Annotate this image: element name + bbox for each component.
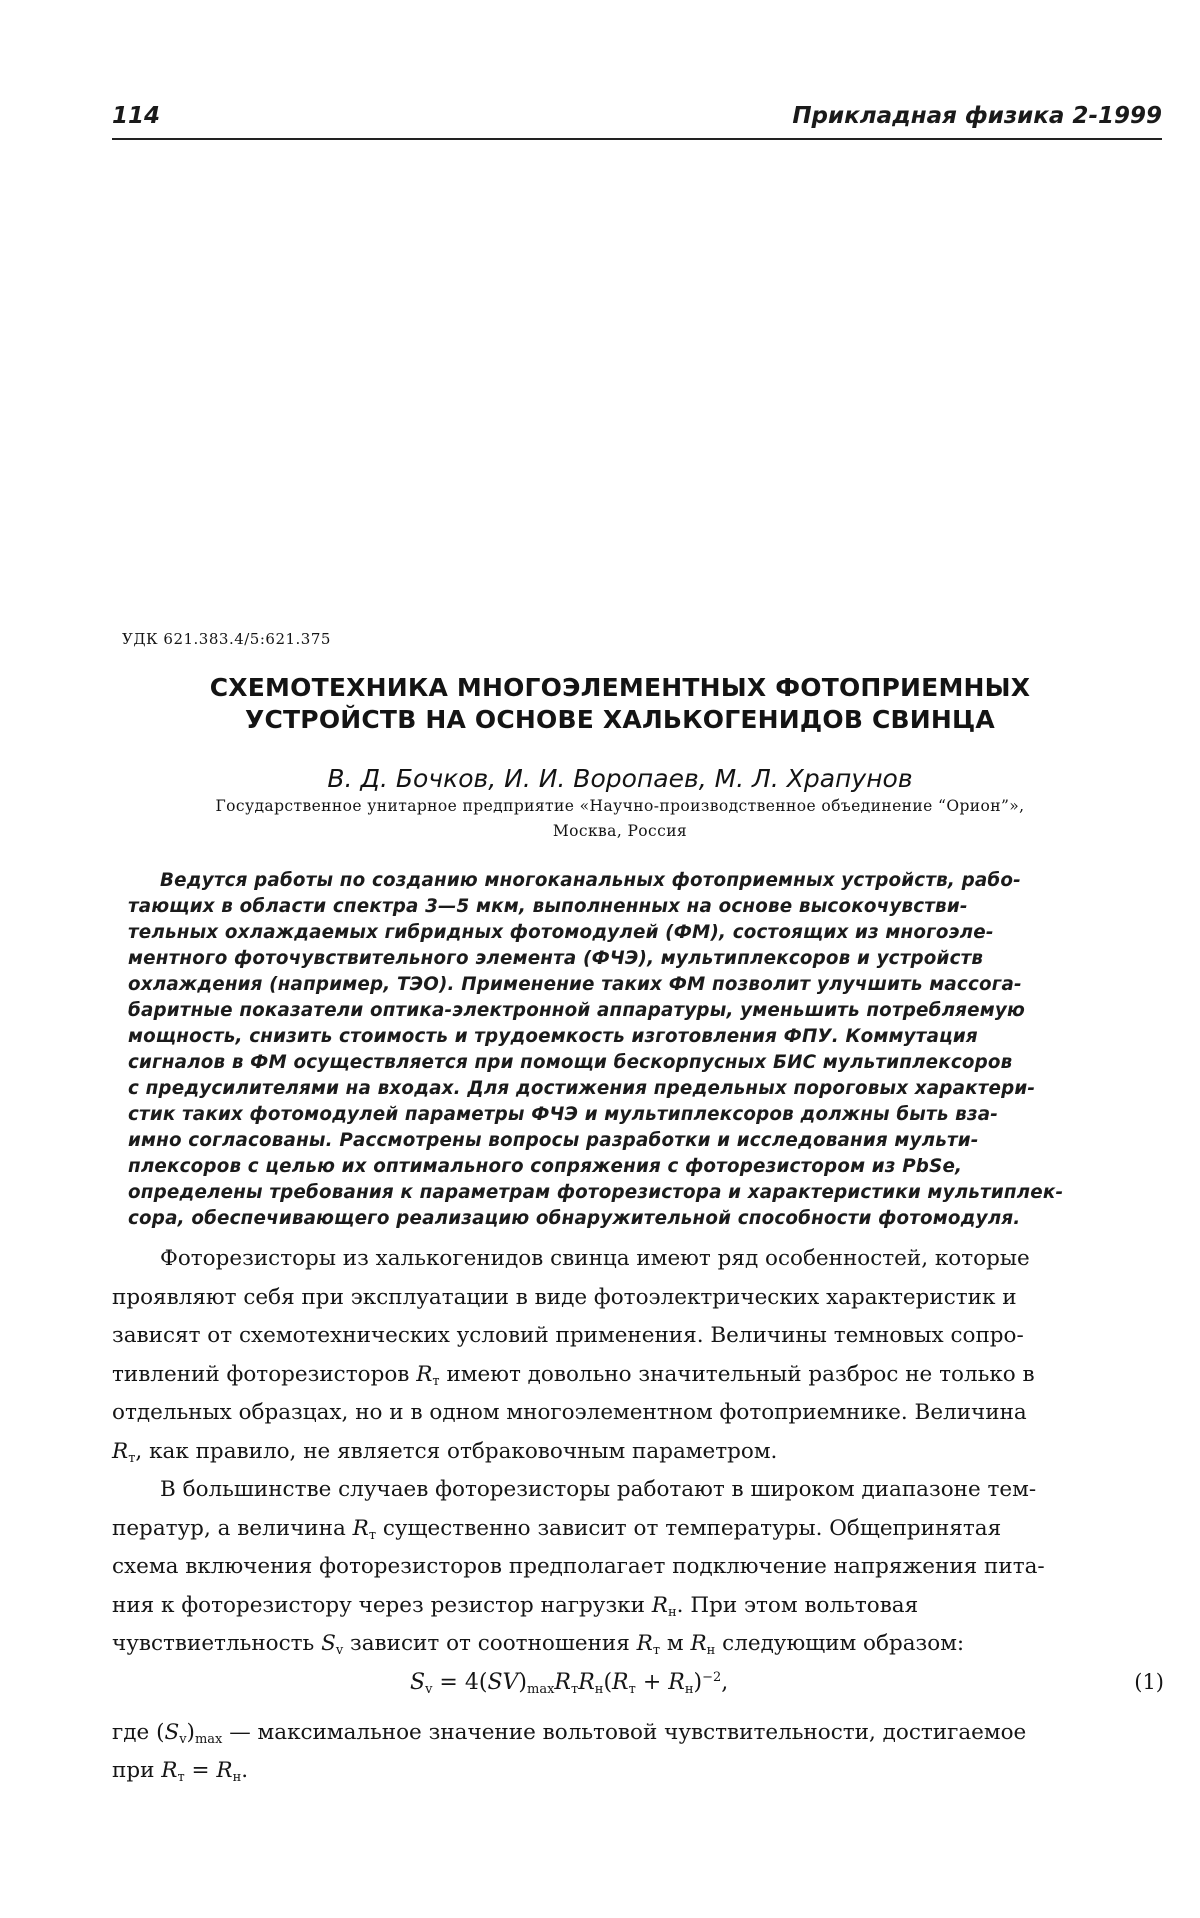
abstract-line: тающих в области спектра 3—5 мкм, выполненных на основе высокочувстви- <box>128 896 968 917</box>
body-line: В большинстве случаев фоторезисторы работают в широком диапазоне тем- <box>160 1477 1037 1502</box>
text-run: где <box>112 1719 157 1745</box>
subscript-n: н <box>232 1770 242 1785</box>
eq-text: = <box>184 1758 217 1783</box>
subscript-v: v <box>335 1643 344 1658</box>
journal-name: Прикладная физика 2-1999 <box>792 103 1162 129</box>
abstract-line: с предусилителями на входах. Для достижения предельных пороговых характери- <box>128 1078 1036 1099</box>
text-run: . <box>241 1758 249 1783</box>
eq-text: + <box>635 1669 669 1695</box>
symbol-R: R <box>651 1592 668 1618</box>
symbol-S: S <box>321 1631 336 1656</box>
article-title <box>150 672 1090 736</box>
subscript-v: v <box>179 1731 187 1747</box>
page-number: 114 <box>112 103 161 129</box>
subscript-t: т <box>571 1681 579 1697</box>
eq-sv: SV <box>487 1669 519 1695</box>
udc-code: УДК 621.383.4/5:621.375 <box>122 630 331 648</box>
subscript-n: н <box>684 1681 694 1697</box>
subscript-t: т <box>652 1643 661 1658</box>
body-line: Фоторезисторы из халькогенидов свинца имеют ряд особенностей, которые <box>160 1246 1030 1271</box>
body-line <box>112 1356 1164 1395</box>
title-line: СХЕМОТЕХНИКА МНОГОЭЛЕМЕНТНЫХ ФОТОПРИЕМНЫХ <box>209 673 1031 702</box>
symbol-R: R <box>161 1758 178 1783</box>
symbol-R: R <box>636 1631 653 1656</box>
symbol-S: S <box>410 1669 426 1695</box>
affiliation-line: Москва, Россия <box>552 822 688 840</box>
subscript-v: v <box>425 1681 433 1697</box>
abstract-line: сора, обеспечивающего реализацию обнаружительной способности фотомодуля. <box>128 1208 1021 1229</box>
symbol-R: R <box>416 1361 433 1387</box>
text-run: при <box>112 1758 162 1783</box>
text-run: ния к фоторезистору через резистор нагрузки <box>112 1592 652 1618</box>
equation-1 <box>112 1664 1164 1714</box>
text-run: имеют довольно значительный разброс не только в <box>439 1361 1035 1387</box>
symbol-R: R <box>554 1669 571 1695</box>
body-line <box>112 1587 1164 1626</box>
symbol-R: R <box>578 1669 595 1695</box>
title-line: УСТРОЙСТВ НА ОСНОВЕ ХАЛЬКОГЕНИДОВ СВИНЦА <box>245 705 995 734</box>
abstract-line: Ведутся работы по созданию многоканальных фотоприемных устройств, рабо- <box>160 870 1021 891</box>
abstract <box>128 868 1164 1232</box>
subscript-max: max <box>194 1731 223 1747</box>
symbol-R: R <box>668 1669 685 1695</box>
symbol-R: R <box>216 1758 233 1783</box>
subscript-t: т <box>628 1681 636 1697</box>
text-run: . При этом вольтовая <box>676 1592 919 1618</box>
subscript-n: н <box>594 1681 604 1697</box>
text-run: следующим образом: <box>715 1631 965 1656</box>
abstract-line: стик таких фотомодулей параметры ФЧЭ и мультиплексоров должны быть вза- <box>128 1104 999 1125</box>
body-line: зависят от схемотехнических условий применения. Величины темновых сопро- <box>112 1323 1024 1348</box>
body-line <box>112 1752 1164 1791</box>
text-run: ператур, а величина <box>112 1515 353 1541</box>
abstract-line: ментного фоточувствительного элемента (ФЧЭ), мультиплексоров и устройств <box>128 948 984 969</box>
subscript-t: т <box>177 1770 185 1785</box>
text-run: тивлений фоторезисторов <box>112 1361 417 1387</box>
abstract-line: сигналов в ФМ осуществляется при помощи бескорпусных БИС мультиплексоров <box>128 1052 1013 1073</box>
text-run: существенно зависит от температуры. Общепринятая <box>376 1515 1002 1541</box>
subscript-t: т <box>128 1450 136 1466</box>
abstract-line: баритные показатели оптика-электронной аппаратуры, уменьшить потребляемую <box>128 1000 1025 1021</box>
authors: В. Д. Бочков, И. И. Воропаев, М. Л. Храпунов <box>327 764 913 793</box>
abstract-line: имно согласованы. Рассмотрены вопросы разработки и исследования мульти- <box>128 1130 979 1151</box>
body-text <box>112 1240 1164 1791</box>
eq-text: , <box>721 1669 729 1695</box>
eq-text: ( <box>156 1719 165 1745</box>
text-run: — максимальное значение вольтовой чувствительности, достигаемое <box>222 1719 1027 1745</box>
body-line <box>112 1510 1164 1549</box>
subscript-max: max <box>527 1681 555 1697</box>
body-line <box>112 1625 1164 1664</box>
body-line <box>112 1433 1164 1472</box>
body-line: проявляют себя при эксплуатации в виде фотоэлектрических характеристик и <box>112 1284 1017 1310</box>
equation-number: (1) <box>1134 1669 1164 1694</box>
body-line <box>112 1714 1164 1753</box>
subscript-t: т <box>368 1527 377 1543</box>
running-head <box>112 103 1162 137</box>
eq-text: ) <box>693 1669 703 1695</box>
header-rule <box>112 138 1162 140</box>
symbol-R: R <box>612 1669 629 1695</box>
abstract-line: охлаждения (например, ТЭО). Применение таких ФМ позволит улучшить массога- <box>128 974 1022 995</box>
abstract-line: плексоров с целью их оптимального сопряжения с фоторезистором из PbSe, <box>128 1156 963 1177</box>
symbol-R: R <box>690 1631 707 1656</box>
eq-text: ) <box>186 1719 195 1745</box>
abstract-line: тельных охлаждаемых гибридных фотомодулей (ФМ), состоящих из многоэле- <box>128 922 994 943</box>
text-run: , как правило, не является отбраковочным параметром. <box>135 1438 778 1464</box>
affiliation-line: Государственное унитарное предприятие «Научно-производственное объединение “Орион”», <box>215 797 1025 815</box>
text-run: зависит от соотношения <box>343 1631 637 1656</box>
affiliation <box>150 794 1090 844</box>
symbol-R: R <box>112 1438 129 1464</box>
subscript-n: н <box>706 1643 716 1658</box>
text-run: чувствиетльность <box>112 1631 322 1656</box>
abstract-line: определены требования к параметрам фоторезистора и характеристики мультиплек- <box>128 1182 1064 1203</box>
symbol-R: R <box>352 1515 369 1541</box>
eq-text: ) <box>518 1669 527 1695</box>
abstract-line: мощность, снизить стоимость и трудоемкость изготовления ФПУ. Коммутация <box>128 1026 978 1047</box>
eq-text: ( <box>603 1669 613 1695</box>
equation-formula <box>410 1670 728 1695</box>
text-run: м <box>660 1631 691 1656</box>
subscript-n: н <box>667 1604 677 1620</box>
subscript-t: т <box>432 1373 440 1389</box>
eq-text: = 4( <box>432 1669 488 1695</box>
body-line: отдельных образцах, но и в одном многоэлементном фотоприемнике. Величина <box>112 1400 1027 1425</box>
body-line: схема включения фоторезисторов предполагает подключение напряжения пита- <box>112 1554 1045 1579</box>
eq-exponent: −2 <box>702 1669 722 1685</box>
symbol-S: S <box>164 1719 180 1745</box>
